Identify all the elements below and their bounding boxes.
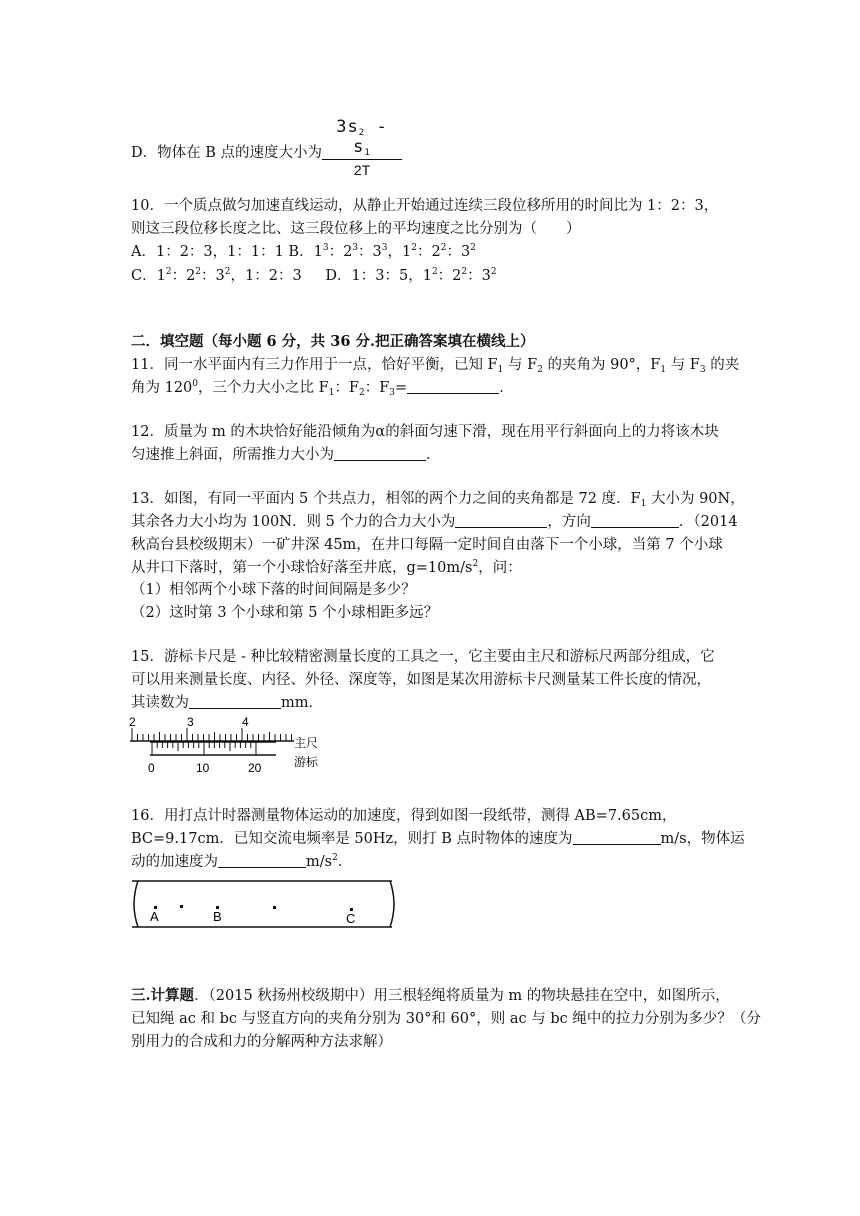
- q15-line1: 15．游标卡尺是 - 种比较精密测量长度的工具之一，它主要由主尺和游标尺两部分组成，它: [131, 649, 715, 665]
- q11-line2: 角为 $120^0$，三个力大小之比 $F_1$：$F_2$：$F_3=$ ．: [131, 379, 514, 398]
- vernier-scale-ticks: [152, 742, 256, 755]
- section3-line2: 已知绳 ac 和 bc 与竖直方向的夹角分别为 30°和 60°，则 ac 与 bc 绳中的拉力分别为多少？（分: [131, 1011, 761, 1027]
- tape-dots: [154, 905, 353, 911]
- q11-line1: 11．同一水平面内有三力作用于一点，恰好平衡，已知 $F_1$ 与 $F_2$ 的夹角为 90°，$F_1$ 与 $F_3$ 的夹: [131, 357, 740, 375]
- q10-options-cd: C．$1^2$：$2^2$：$3^2$，1：2：3 D．1：3：5，$1^2$：$2^2$：$3^2$: [131, 267, 497, 284]
- q12-line1: 12．质量为 m 的木块恰好能沿倾角为α的斜面匀速下滑，现在用平行斜面向上的力将该木块: [131, 424, 719, 440]
- q16-velocity-blank[interactable]: [573, 830, 661, 845]
- tape-point-label-c: C: [346, 911, 356, 926]
- q13-line1: 13．如图，有同一平面内 5 个共点力，相邻的两个力之间的夹角都是 72 度．$F_1$ 大小为 90N，: [131, 491, 745, 509]
- tape-left-torn-edge: [134, 881, 138, 927]
- q10-line2: 则这三段位移长度之比、这三段位移上的平均速度之比分别为（ ）: [131, 221, 581, 237]
- main-scale-label: 3: [187, 715, 194, 729]
- vernier-scale-name: 游标: [294, 755, 319, 769]
- vernier-caliper-figure: [126, 713, 336, 779]
- paper-tape-figure: [128, 874, 400, 934]
- q15-line2: 可以用来测量长度、内径、外径、深度等，如图是某次用游标卡尺测量某工件长度的情况，: [131, 672, 711, 688]
- q15-reading-blank[interactable]: [189, 694, 281, 709]
- q16-line2: BC=9.17cm．已知交流电频率是 50Hz，则打 B 点时物体的速度为 m/s，物体运: [131, 831, 745, 847]
- q9-fraction: [322, 117, 402, 178]
- q9-fraction-denominator: 2T: [353, 162, 371, 178]
- section3-line1: 三.计算题．（2015 秋扬州校级期中）用三根轻绳将质量为 m 的物块悬挂在空中，如图所示，: [131, 987, 730, 1004]
- main-scale-label: 4: [242, 715, 249, 729]
- q9-fraction-numerator: $3s_2 - s_1$: [336, 117, 388, 158]
- q12-answer-blank[interactable]: [334, 446, 426, 461]
- q13-sub2: （2）这时第 3 个小球和第 5 个小球相距多远？: [131, 605, 439, 621]
- tape-dot: [273, 906, 276, 909]
- q13-line2: 其余各力大小均为 100N．则 5 个力的合力大小为 ，方向 ．（2014: [131, 514, 738, 530]
- q16-line1: 16．用打点计时器测量物体运动的加速度，得到如图一段纸带，测得 AB=7.65cm，: [131, 808, 677, 824]
- q10-line1: 10．一个质点做匀加速直线运动，从静止开始通过连续三段位移所用的时间比为 1：2：3，: [131, 198, 719, 214]
- main-scale-name: 主尺: [294, 736, 319, 750]
- q9-option-d: [131, 143, 322, 163]
- main-scale-label: 2: [129, 715, 136, 729]
- q9-option-d-text: D．物体在 B 点的速度大小为: [131, 145, 322, 161]
- vernier-scale-label: 10: [196, 761, 210, 775]
- q15-line3: 其读数为 mm．: [131, 695, 323, 711]
- section3-line3: 别用力的合成和力的分解两种方法求解）: [131, 1034, 392, 1050]
- tape-point-label-a: A: [150, 909, 159, 924]
- q9-fraction-bar: [322, 159, 402, 160]
- q13-line3: 秋高台县校级期末）一矿井深 45m，在井口每隔一定时间自由落下一个小球，当第 7 个小球: [131, 537, 723, 553]
- q13-line4: 从井口下落时，第一个小球恰好落至井底，$g=10m/s^2$，问：: [131, 559, 522, 576]
- q16-line3: 动的加速度为 $m/s^2$．: [131, 853, 353, 870]
- main-scale-labels: [129, 715, 249, 729]
- tape-right-torn-edge: [390, 881, 394, 927]
- q16-acceleration-blank[interactable]: [218, 853, 306, 868]
- vernier-scale-label: 0: [148, 761, 155, 775]
- q10-options-ab: A．1：2：3，1：1：1 B．$1^3$：$2^3$：$3^3$，$1^2$：$2^2$：$3^2$: [131, 243, 476, 260]
- main-scale-ticks: [132, 728, 292, 741]
- vernier-scale-label: 20: [248, 761, 262, 775]
- tape-point-label-b: B: [213, 909, 222, 924]
- q13-direction-blank[interactable]: [591, 513, 679, 528]
- q13-sub1: （1）相邻两个小球下落的时间间隔是多少？: [131, 582, 416, 598]
- q13-magnitude-blank[interactable]: [455, 513, 547, 528]
- section2-title: 二．填空题（每小题 6 分，共 36 分.把正确答案填在横线上）: [131, 333, 535, 350]
- q12-line2: 匀速推上斜面，所需推力大小为 ．: [131, 447, 441, 463]
- section3-title: 三.计算题: [131, 987, 195, 1004]
- q11-answer-blank[interactable]: [407, 379, 499, 394]
- tape-dot: [180, 905, 183, 908]
